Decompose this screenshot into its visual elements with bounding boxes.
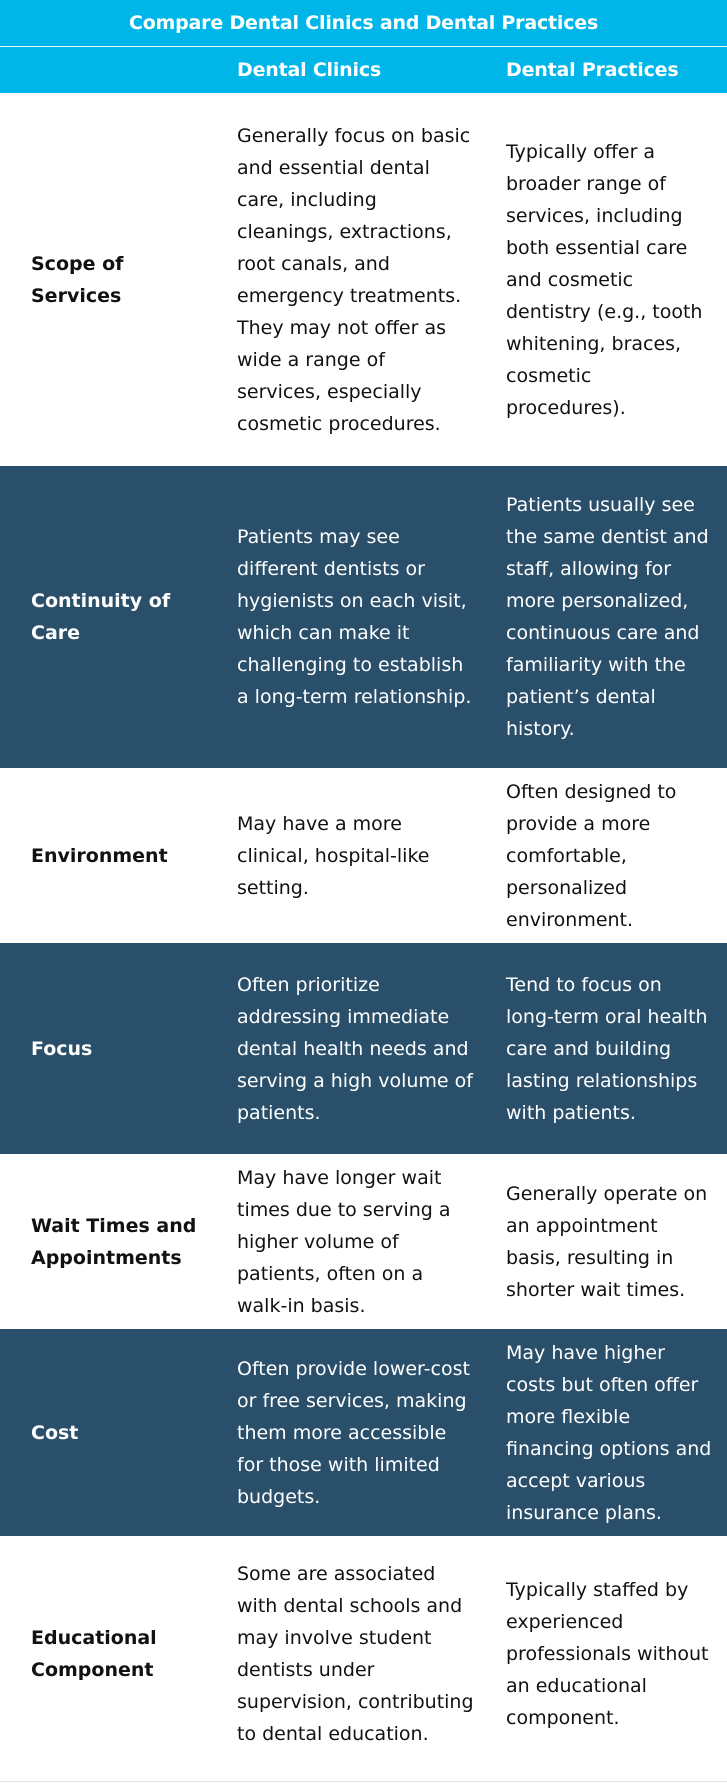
header-dental-practices: Dental Practices (488, 47, 727, 94)
practices-cell: May have higher costs but often offer more flexible financing options and accept various insurance plans. (488, 1329, 727, 1536)
table-header-row (0, 47, 727, 94)
clinics-cell: May have longer wait times due to serving a higher volume of patients, often on a walk-in basis. (219, 1154, 488, 1329)
clinics-cell: May have a more clinical, hospital-like setting. (219, 768, 488, 943)
practices-cell: Patients usually see the same dentist and staff, allowing for more personalized, continuous care and familiarity with the patient’s dental history. (488, 466, 727, 768)
row-label: Focus (0, 943, 219, 1154)
practices-cell: Tend to focus on long-term oral health care and building lasting relationships with patients. (488, 943, 727, 1154)
practices-cell: Often designed to provide a more comfortable, personalized environment. (488, 768, 727, 943)
clinics-cell: Patients may see different dentists or hygienists on each visit, which can make it challenging to establish a long-term relationship. (219, 466, 488, 768)
row-label: Wait Times and Appointments (0, 1154, 219, 1329)
clinics-cell: Often provide lower-cost or free services, making them more accessible for those with limited budgets. (219, 1329, 488, 1536)
table-row-cost (0, 1329, 727, 1536)
practices-cell: Typically staffed by experienced professionals without an educational component. (488, 1536, 727, 1772)
row-label: Continuity of Care (0, 466, 219, 768)
table-row-wait-times (0, 1154, 727, 1329)
table-title-row (0, 0, 727, 47)
table-row-scope-of-services (0, 93, 727, 466)
header-empty (0, 47, 219, 94)
practices-cell: Generally operate on an appointment basis, resulting in shorter wait times. (488, 1154, 727, 1329)
header-dental-clinics: Dental Clinics (219, 47, 488, 94)
table-bottom-divider (0, 1781, 727, 1782)
table-row-educational-component (0, 1536, 727, 1772)
table-title: Compare Dental Clinics and Dental Practices (0, 0, 727, 47)
row-label: Scope of Services (0, 93, 219, 466)
row-label: Environment (0, 768, 219, 943)
row-label: Cost (0, 1329, 219, 1536)
table-row-environment (0, 768, 727, 943)
clinics-cell: Generally focus on basic and essential dental care, including cleanings, extractions, root canals, and emergency treatments. They may not offer as wide a range of services, especially cosmetic procedures. (219, 93, 488, 466)
row-label: Educational Component (0, 1536, 219, 1772)
table-row-focus (0, 943, 727, 1154)
clinics-cell: Some are associated with dental schools and may involve student dentists under supervision, contributing to dental education. (219, 1536, 488, 1772)
table-row-continuity-of-care (0, 466, 727, 768)
clinics-cell: Often prioritize addressing immediate dental health needs and serving a high volume of patients. (219, 943, 488, 1154)
practices-cell: Typically offer a broader range of services, including both essential care and cosmetic dentistry (e.g., tooth whitening, braces, cosmetic procedures). (488, 93, 727, 466)
